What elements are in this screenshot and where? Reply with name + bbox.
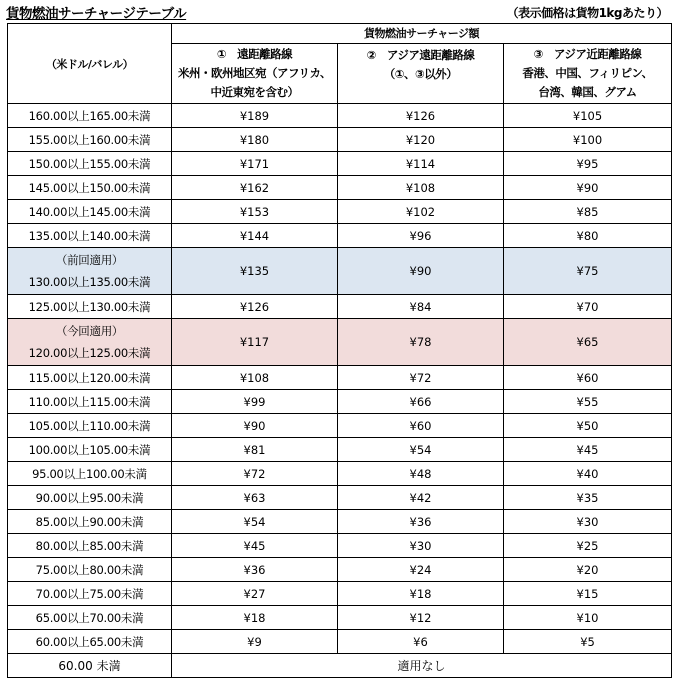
surcharge-cell-route2: ¥96 [338,224,504,248]
surcharge-cell-route2: ¥90 [338,248,504,295]
range-cell: 150.00以上155.00未満 [8,152,172,176]
range-cell [8,248,172,295]
surcharge-cell-route1: ¥45 [172,534,338,558]
surcharge-cell-route3: ¥105 [504,104,672,128]
range-cell: 60.00以上65.00未満 [8,630,172,654]
surcharge-cell-route1: ¥171 [172,152,338,176]
surcharge-cell-route3: ¥35 [504,486,672,510]
surcharge-cell-route2: ¥120 [338,128,504,152]
surcharge-cell-route3: ¥50 [504,414,672,438]
table-row [8,390,672,414]
surcharge-cell-route1: ¥18 [172,606,338,630]
surcharge-cell-route2: ¥108 [338,176,504,200]
table-row [8,414,672,438]
range-cell: 80.00以上85.00未満 [8,534,172,558]
surcharge-cell-route2: ¥24 [338,558,504,582]
range-cell: 65.00以上70.00未満 [8,606,172,630]
range-cell: 145.00以上150.00未満 [8,176,172,200]
table-row [8,319,672,366]
col1-header-line1: ① 遠距離路線 [216,47,293,61]
range-cell [8,319,172,366]
surcharge-cell-route3: ¥25 [504,534,672,558]
col3-header-line2: 香港、中国、フィリピン、 [522,66,653,80]
surcharge-cell-route3: ¥80 [504,224,672,248]
surcharge-cell-route3: ¥100 [504,128,672,152]
surcharge-cell-route1: ¥108 [172,366,338,390]
surcharge-cell-route2: ¥6 [338,630,504,654]
range-cell: 85.00以上90.00未満 [8,510,172,534]
range-text: 130.00以上135.00未満 [28,275,151,289]
surcharge-cell-route1: ¥9 [172,630,338,654]
surcharge-cell-route3: ¥15 [504,582,672,606]
range-cell: 105.00以上110.00未満 [8,414,172,438]
range-cell: 140.00以上145.00未満 [8,200,172,224]
surcharge-cell-route1: ¥63 [172,486,338,510]
table-row [8,224,672,248]
table-row [8,462,672,486]
col1-header-line2: 米州・欧州地区宛（アフリカ、 [178,66,331,80]
col2-header-line2: （①、③以外） [383,67,458,81]
surcharge-cell-route1: ¥126 [172,295,338,319]
range-cell: 155.00以上160.00未満 [8,128,172,152]
table-row [8,606,672,630]
surcharge-cell-route1: ¥72 [172,462,338,486]
page-title: 貨物燃油サーチャージテーブル [6,6,187,22]
table-row [8,558,672,582]
range-cell: 110.00以上115.00未満 [8,390,172,414]
surcharge-cell-route3: ¥40 [504,462,672,486]
table-row [8,176,672,200]
range-cell: 70.00以上75.00未満 [8,582,172,606]
surcharge-cell-route2: ¥30 [338,534,504,558]
range-cell: 160.00以上165.00未満 [8,104,172,128]
range-cell: 115.00以上120.00未満 [8,366,172,390]
col1-header-line3: 中近東宛を含む） [210,85,299,99]
surcharge-cell-route3: ¥70 [504,295,672,319]
col2-header-line1: ② アジア遠距離路線 [366,48,475,62]
range-cell: 125.00以上130.00未満 [8,295,172,319]
price-note: （表示価格は貨物1kgあたり） [506,6,668,20]
surcharge-group-header: 貨物燃油サーチャージ額 [172,24,672,44]
surcharge-cell-route2: ¥60 [338,414,504,438]
unit-header: （米ドル/バレル） [8,24,172,104]
surcharge-table [7,23,672,678]
surcharge-cell-route3: ¥30 [504,510,672,534]
surcharge-cell-route3: ¥55 [504,390,672,414]
surcharge-cell-route3: ¥85 [504,200,672,224]
surcharge-cell-route2: ¥36 [338,510,504,534]
not-applicable-cell: 適用なし [172,654,672,678]
applied-label: （今回適用） [55,324,124,338]
table-row [8,534,672,558]
table-row [8,128,672,152]
col1-header [172,44,338,104]
surcharge-cell-route2: ¥66 [338,390,504,414]
surcharge-cell-route1: ¥135 [172,248,338,295]
surcharge-cell-route3: ¥90 [504,176,672,200]
surcharge-cell-route1: ¥117 [172,319,338,366]
surcharge-cell-route3: ¥10 [504,606,672,630]
table-row [8,295,672,319]
table-row-last [8,654,672,678]
surcharge-cell-route2: ¥102 [338,200,504,224]
surcharge-cell-route3: ¥75 [504,248,672,295]
surcharge-cell-route1: ¥144 [172,224,338,248]
surcharge-cell-route3: ¥20 [504,558,672,582]
surcharge-cell-route3: ¥65 [504,319,672,366]
surcharge-cell-route2: ¥84 [338,295,504,319]
range-cell: 135.00以上140.00未満 [8,224,172,248]
table-row [8,510,672,534]
surcharge-cell-route2: ¥72 [338,366,504,390]
surcharge-cell-route1: ¥180 [172,128,338,152]
surcharge-cell-route2: ¥18 [338,582,504,606]
surcharge-cell-route2: ¥12 [338,606,504,630]
applied-label: （前回適用） [55,253,124,267]
table-row [8,366,672,390]
table-row [8,582,672,606]
surcharge-cell-route3: ¥60 [504,366,672,390]
col3-header-line3: 台湾、韓国、グアム [538,85,637,99]
table-row [8,630,672,654]
surcharge-cell-route2: ¥114 [338,152,504,176]
surcharge-cell-route1: ¥162 [172,176,338,200]
table-row [8,248,672,295]
surcharge-cell-route1: ¥27 [172,582,338,606]
surcharge-cell-route2: ¥48 [338,462,504,486]
range-cell: 75.00以上80.00未満 [8,558,172,582]
surcharge-cell-route1: ¥153 [172,200,338,224]
surcharge-cell-route1: ¥189 [172,104,338,128]
table-row [8,200,672,224]
surcharge-cell-route2: ¥126 [338,104,504,128]
surcharge-cell-route1: ¥99 [172,390,338,414]
range-cell: 90.00以上95.00未満 [8,486,172,510]
surcharge-cell-route2: ¥42 [338,486,504,510]
surcharge-cell-route1: ¥81 [172,438,338,462]
col3-header [504,44,672,104]
surcharge-cell-route2: ¥78 [338,319,504,366]
surcharge-cell-route1: ¥54 [172,510,338,534]
range-text: 120.00以上125.00未満 [28,346,151,360]
table-row [8,152,672,176]
range-cell: 95.00以上100.00未満 [8,462,172,486]
col3-header-line1: ③ アジア近距離路線 [533,47,642,61]
range-cell: 100.00以上105.00未満 [8,438,172,462]
surcharge-cell-route1: ¥90 [172,414,338,438]
range-cell: 60.00 未満 [8,654,172,678]
table-row [8,438,672,462]
surcharge-cell-route2: ¥54 [338,438,504,462]
table-row [8,104,672,128]
surcharge-cell-route1: ¥36 [172,558,338,582]
table-row [8,486,672,510]
surcharge-cell-route3: ¥95 [504,152,672,176]
surcharge-cell-route3: ¥5 [504,630,672,654]
surcharge-cell-route3: ¥45 [504,438,672,462]
col2-header [338,44,504,104]
